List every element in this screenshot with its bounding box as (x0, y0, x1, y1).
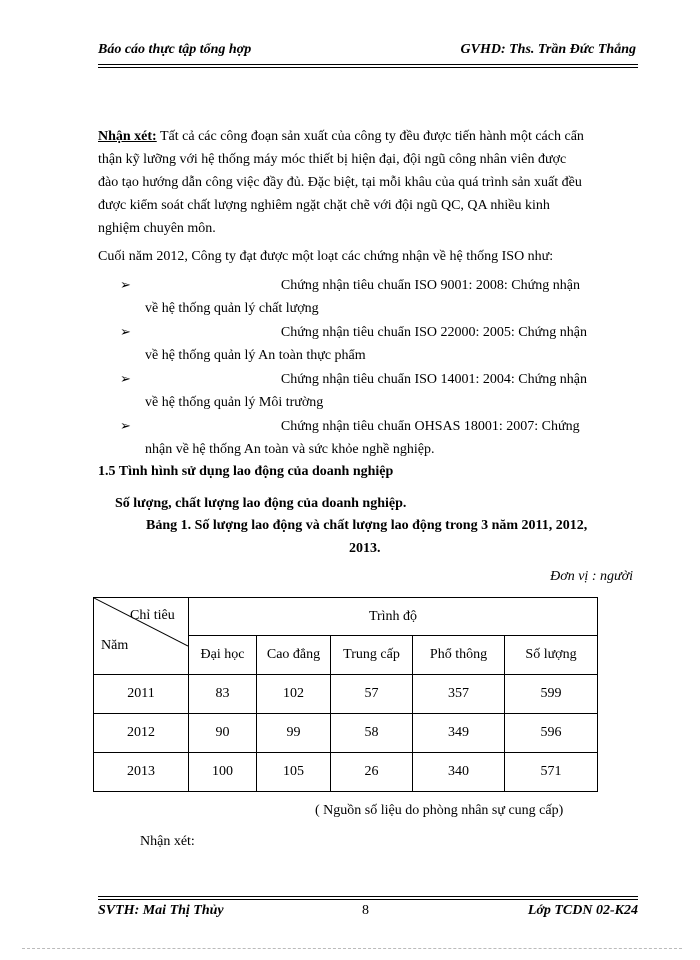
iso-bullet-list (120, 273, 640, 461)
year-cell: 2013 (94, 753, 189, 792)
remark-line-1 (98, 125, 643, 148)
header-right-advisor: GVHD: Ths. Trần Đức Thắng (460, 42, 636, 57)
value-cell: 340 (413, 753, 505, 792)
remark-line-5: nghiệm chuyên môn. (98, 221, 216, 236)
arrow-bullet-icon: ➢ (120, 418, 131, 433)
remark-line-1-text: Tất cả các công đoạn sản xuất của công ty đều được tiến hành một cách cẩn (156, 129, 584, 144)
bullet-3-line-2: về hệ thống quản lý Môi trường (145, 395, 324, 410)
bullet-1-line-2: về hệ thống quản lý chất lượng (145, 301, 319, 316)
remark-label: Nhận xét: (98, 129, 157, 144)
value-cell: 571 (505, 753, 598, 792)
footer-rule-2 (98, 899, 638, 900)
value-cell: 90 (189, 714, 257, 753)
iso-intro: Cuối năm 2012, Công ty đạt được một loạt các chứng nhận về hệ thống ISO như: (98, 249, 554, 264)
remark-line-4: được kiểm soát chất lượng nghiêm ngặt chặt chẽ với đội ngũ QC, QA nhiều kinh (98, 198, 550, 213)
column-header: Số lượng (505, 636, 598, 675)
arrow-bullet-icon: ➢ (120, 277, 131, 292)
bullet-2-line-1: Chứng nhận tiêu chuẩn ISO 22000: 2005: Chứng nhận (280, 325, 587, 340)
header-rule (98, 64, 638, 65)
iso-bullet-2 (120, 320, 640, 367)
remark-paragraph (98, 125, 643, 240)
iso-bullet-1 (120, 273, 640, 320)
column-header: Phổ thông (413, 636, 505, 675)
table-caption-line-2: 2013. (349, 541, 381, 556)
iso-bullet-4 (120, 414, 640, 461)
table-row (94, 714, 598, 753)
bullet-1-line-1: Chứng nhận tiêu chuẩn ISO 9001: 2008: Chứng nhận (280, 278, 580, 293)
iso-bullet-3 (120, 367, 640, 414)
closing-remark: Nhận xét: (140, 834, 195, 849)
value-cell: 83 (189, 675, 257, 714)
year-cell: 2012 (94, 714, 189, 753)
bullet-3-line-1: Chứng nhận tiêu chuẩn ISO 14001: 2004: Chứng nhận (280, 372, 587, 387)
labor-table (93, 597, 598, 792)
value-cell: 357 (413, 675, 505, 714)
value-cell: 100 (189, 753, 257, 792)
unit-label: Đơn vị : người (550, 569, 633, 584)
remark-line-2: thận kỹ lưỡng với hệ thống máy móc thiết bị hiện đại, đội ngũ công nhân viên được (98, 152, 567, 167)
column-header: Cao đẳng (257, 636, 331, 675)
value-cell: 349 (413, 714, 505, 753)
value-cell: 57 (331, 675, 413, 714)
header-rule-2 (98, 67, 638, 68)
footer-rule (98, 896, 638, 897)
column-header: Trung cấp (331, 636, 413, 675)
value-cell: 99 (257, 714, 331, 753)
bullet-2-line-2: về hệ thống quản lý An toàn thực phẩm (145, 348, 366, 363)
page-number: 8 (362, 903, 369, 918)
arrow-bullet-icon: ➢ (120, 324, 131, 339)
value-cell: 26 (331, 753, 413, 792)
value-cell: 105 (257, 753, 331, 792)
bullet-4-line-2: nhận về hệ thống An toàn và sức khỏe nghề nghiệp. (145, 442, 435, 457)
value-cell: 58 (331, 714, 413, 753)
corner-bottom-label: Năm (101, 638, 129, 653)
corner-top-label: Chỉ tiêu (130, 608, 175, 623)
value-cell: 599 (505, 675, 598, 714)
footer-class: Lớp TCDN 02-K24 (527, 903, 638, 918)
table-row (94, 753, 598, 792)
footer-student: SVTH: Mai Thị Thủy (98, 903, 224, 918)
arrow-bullet-icon: ➢ (120, 371, 131, 386)
table-row (94, 675, 598, 714)
page-bottom-divider (22, 948, 682, 949)
value-cell: 596 (505, 714, 598, 753)
value-cell: 102 (257, 675, 331, 714)
source-note: ( Nguồn số liệu do phòng nhân sự cung cấp) (315, 803, 564, 818)
table-corner-cell (94, 598, 189, 675)
group-header-cell: Trình độ (189, 598, 598, 636)
remark-line-3: đào tạo hướng dẫn công việc đầy đủ. Đặc biệt, tại mỗi khâu của quá trình sản xuất đều (98, 175, 582, 190)
table-caption-line-1: Bảng 1. Số lượng lao động và chất lượng lao động trong 3 năm 2011, 2012, (146, 518, 588, 533)
column-header: Đại học (189, 636, 257, 675)
section-heading: 1.5 Tình hình sử dụng lao động của doanh nghiệp (98, 464, 394, 479)
header-left-title: Báo cáo thực tập tổng hợp (98, 42, 252, 57)
bullet-4-line-1: Chứng nhận tiêu chuẩn OHSAS 18001: 2007: Chứng (280, 419, 580, 434)
year-cell: 2011 (94, 675, 189, 714)
subheading: Số lượng, chất lượng lao động của doanh nghiệp. (115, 496, 407, 511)
